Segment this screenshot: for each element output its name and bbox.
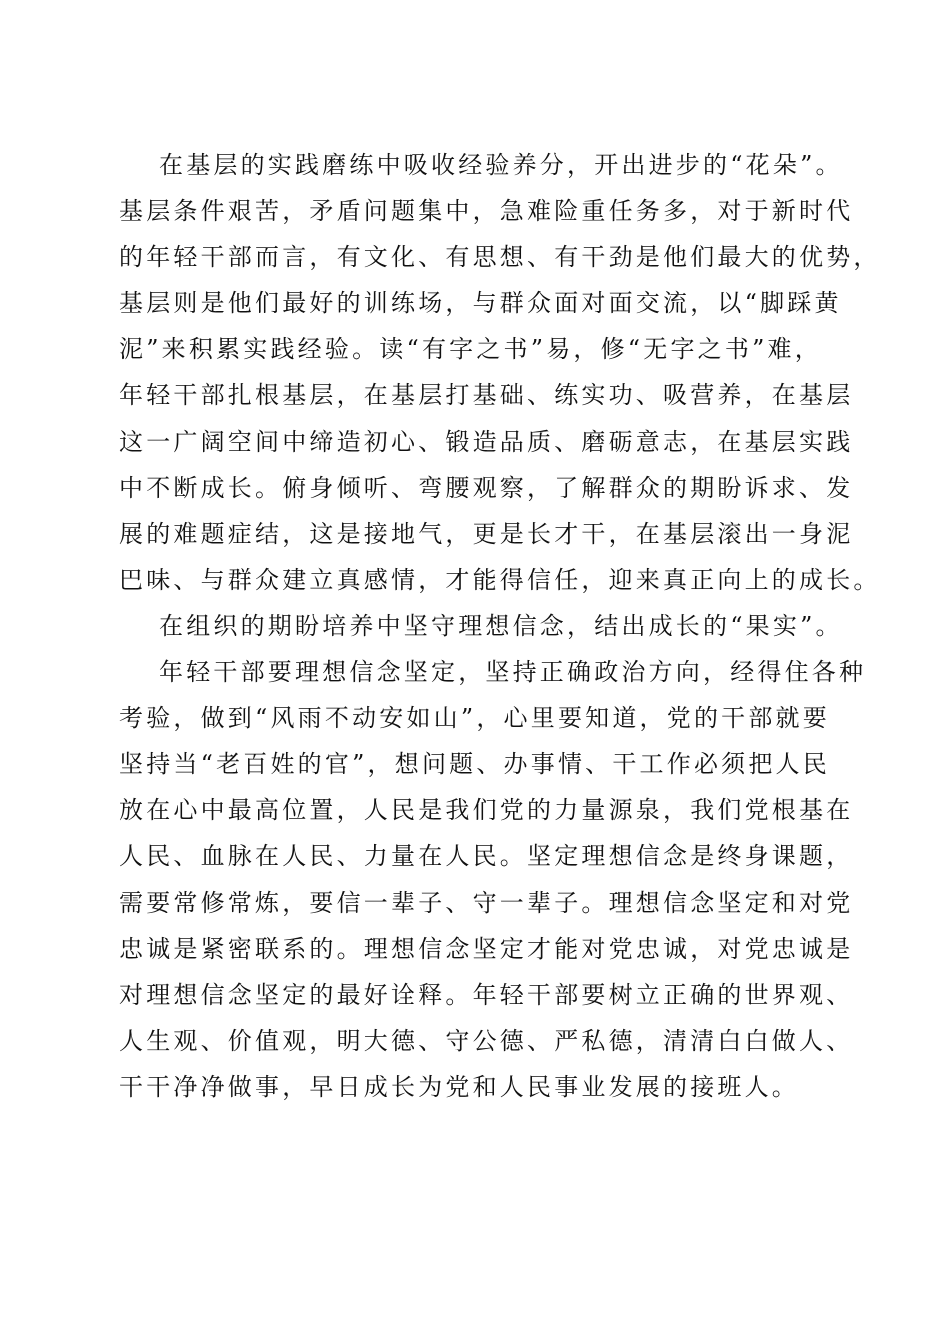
text-line-5: 泥”来积累实践经验。读“有字之书”易，修“无字之书”难， xyxy=(119,335,822,364)
text-line-8: 中不断成长。俯身倾听、弯腰观察，了解群众的期盼诉求、发 xyxy=(119,473,854,502)
text-line-20: 人生观、价值观，明大德、守公德、严私德，清清白白做人、 xyxy=(119,1026,854,1055)
text-line-15: 放在心中最高位置，人民是我们党的力量源泉，我们党根基在 xyxy=(119,796,854,825)
text-line-6: 年轻干部扎根基层，在基层打基础、练实功、吸营养，在基层 xyxy=(119,381,854,410)
text-line-16: 人民、血脉在人民、力量在人民。坚定理想信念是终身课题， xyxy=(119,842,854,871)
document-body xyxy=(119,142,881,1110)
text-line-3: 的年轻干部而言，有文化、有思想、有干劲是他们最大的优势， xyxy=(119,243,881,272)
text-line-4: 基层则是他们最好的训练场，与群众面对面交流，以“脚踩黄 xyxy=(119,289,842,318)
text-line-12: 年轻干部要理想信念坚定，坚持正确政治方向，经得住各种 xyxy=(159,658,867,687)
text-line-9: 展的难题症结，这是接地气，更是长才干，在基层滚出一身泥 xyxy=(119,519,854,548)
text-line-13: 考验，做到“风雨不动安如山”，心里要知道，党的干部就要 xyxy=(119,704,830,733)
text-line-21: 干干净净做事，早日成长为党和人民事业发展的接班人。 xyxy=(119,1072,799,1101)
text-line-7: 这一广阔空间中缔造初心、锻造品质、磨砺意志，在基层实践 xyxy=(119,427,854,456)
text-line-19: 对理想信念坚定的最好诠释。年轻干部要树立正确的世界观、 xyxy=(119,980,854,1009)
text-line-1: 在基层的实践磨练中吸收经验养分，开出进步的“花朵”。 xyxy=(159,151,843,179)
text-line-10: 巴味、与群众建立真感情，才能得信任，迎来真正向上的成长。 xyxy=(119,565,881,594)
text-line-17: 需要常修常炼，要信一辈子、守一辈子。理想信念坚定和对党 xyxy=(119,888,854,917)
text-line-14: 坚持当“老百姓的官”，想问题、办事情、干工作必须把人民 xyxy=(119,750,830,779)
text-line-18: 忠诚是紧密联系的。理想信念坚定才能对党忠诚，对党忠诚是 xyxy=(119,934,854,963)
text-line-11: 在组织的期盼培养中坚守理想信念，结出成长的“果实”。 xyxy=(159,611,843,640)
text-line-2: 基层条件艰苦，矛盾问题集中，急难险重任务多，对于新时代 xyxy=(119,197,854,226)
